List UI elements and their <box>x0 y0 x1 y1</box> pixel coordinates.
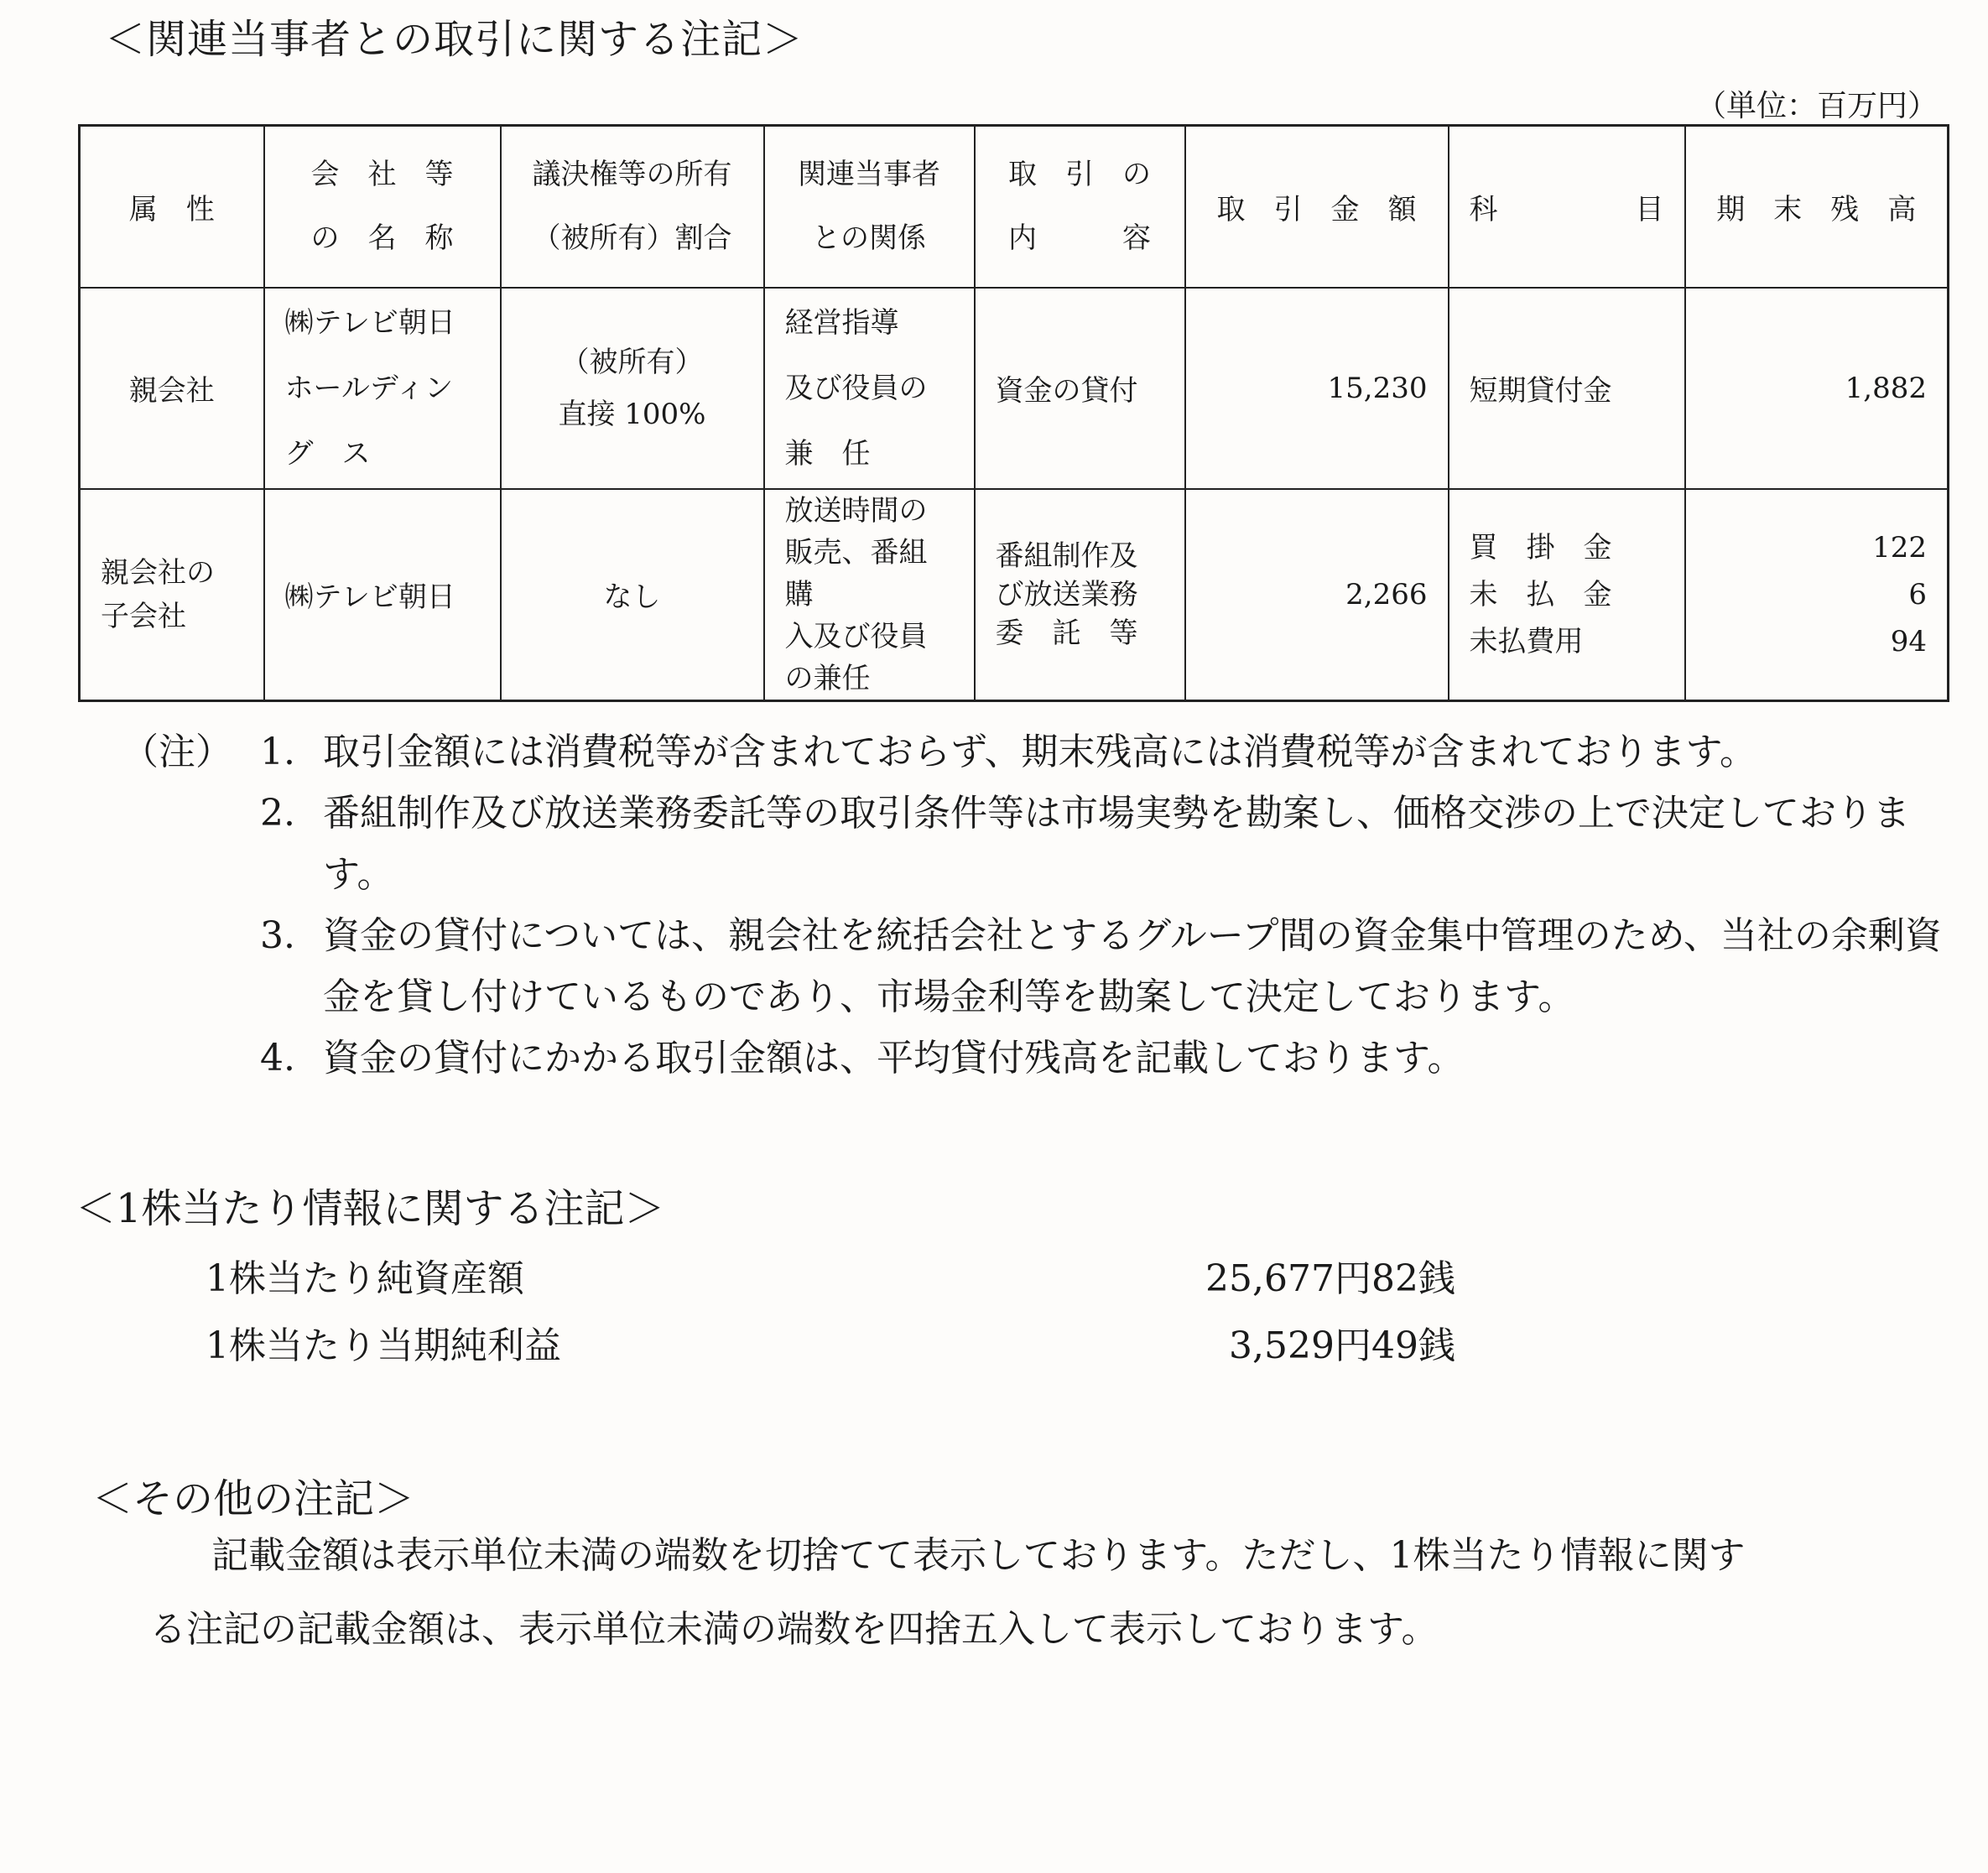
cell-transaction-content: 番組制作及 び放送業務 委 託 等 <box>975 489 1185 701</box>
header-transaction-amount: 取 引 金 額 <box>1185 126 1449 288</box>
other-note-line-2: る注記の記載金額は、表示単位未満の端数を四捨五入して表示しております。 <box>149 1608 1439 1651</box>
header-voting-rights: 議決権等の所有 （被所有）割合 <box>501 126 764 288</box>
header-closing-balance: 期 末 残 高 <box>1685 126 1949 288</box>
cell-attribute: 親会社の 子会社 <box>80 489 264 701</box>
cell-attribute: 親会社 <box>80 288 264 489</box>
note-item: 3. 資金の貸付については、親会社を統括会社とするグループ間の資金集中管理のため、当社の余剰資金を貸し付けているものであり、市場金利等を勘案して決定しております。 <box>260 914 1942 1018</box>
section-title-per-share: ＜1株当たり情報に関する注記＞ <box>75 1185 665 1232</box>
cell-company-name: ㈱テレビ朝日 ホールディン グ ス <box>264 288 501 489</box>
table-row <box>80 288 1949 489</box>
note-item: 2. 番組制作及び放送業務委託等の取引条件等は市場実勢を勘案し、価格交渉の上で決定しております。 <box>260 792 1910 896</box>
unit-label: （単位：百万円） <box>1695 89 1938 123</box>
cell-account-item: 買 掛 金 未 払 金 未払費用 <box>1449 489 1685 701</box>
cell-closing-balance: 122 6 94 <box>1685 489 1949 701</box>
cell-transaction-content: 資金の貸付 <box>975 288 1185 489</box>
net-assets-per-share-value: 25,677円82銭 <box>1205 1257 1455 1300</box>
section-title-related-party: ＜関連当事者との取引に関する注記＞ <box>105 16 804 63</box>
table-row <box>80 489 1949 701</box>
table-header-row <box>80 126 1949 288</box>
cell-transaction-amount: 2,266 <box>1185 489 1449 701</box>
header-account-item: 科 目 <box>1449 126 1685 288</box>
section-title-other: ＜その他の注記＞ <box>92 1475 415 1522</box>
other-note-line-1: 記載金額は表示単位未満の端数を切捨てて表示しております。ただし、1株当たり情報に関す <box>211 1534 1746 1577</box>
cell-company-name: ㈱テレビ朝日 <box>264 489 501 701</box>
header-transaction-content: 取 引 の 内 容 <box>975 126 1185 288</box>
cell-relationship: 経営指導 及び役員の 兼 任 <box>764 288 975 489</box>
note-item: 4. 資金の貸付にかかる取引金額は、平均貸付残高を記載しております。 <box>260 1037 1465 1080</box>
header-relationship: 関連当事者 との関係 <box>764 126 975 288</box>
header-attribute: 属 性 <box>80 126 264 288</box>
cell-account-item: 短期貸付金 <box>1449 288 1685 489</box>
cell-voting-rights: （被所有） 直接 100% <box>501 288 764 489</box>
net-income-per-share-label: 1株当たり当期純利益 <box>206 1324 561 1367</box>
cell-relationship: 放送時間の 販売、番組購 入及び役員 の兼任 <box>764 489 975 701</box>
note-item: （注） 1. 取引金額には消費税等が含まれておらず、期末残高には消費税等が含まれております。 <box>122 721 1975 783</box>
notes-block <box>122 721 1975 1089</box>
cell-closing-balance: 1,882 <box>1685 288 1949 489</box>
cell-voting-rights: なし <box>501 489 764 701</box>
cell-transaction-amount: 15,230 <box>1185 288 1449 489</box>
net-income-per-share-value: 3,529円49銭 <box>1229 1324 1455 1367</box>
notes-label: （注） <box>122 731 232 773</box>
related-party-table <box>78 124 1949 702</box>
net-assets-per-share-label: 1株当たり純資産額 <box>206 1257 524 1300</box>
header-company-name: 会 社 等 の 名 称 <box>264 126 501 288</box>
